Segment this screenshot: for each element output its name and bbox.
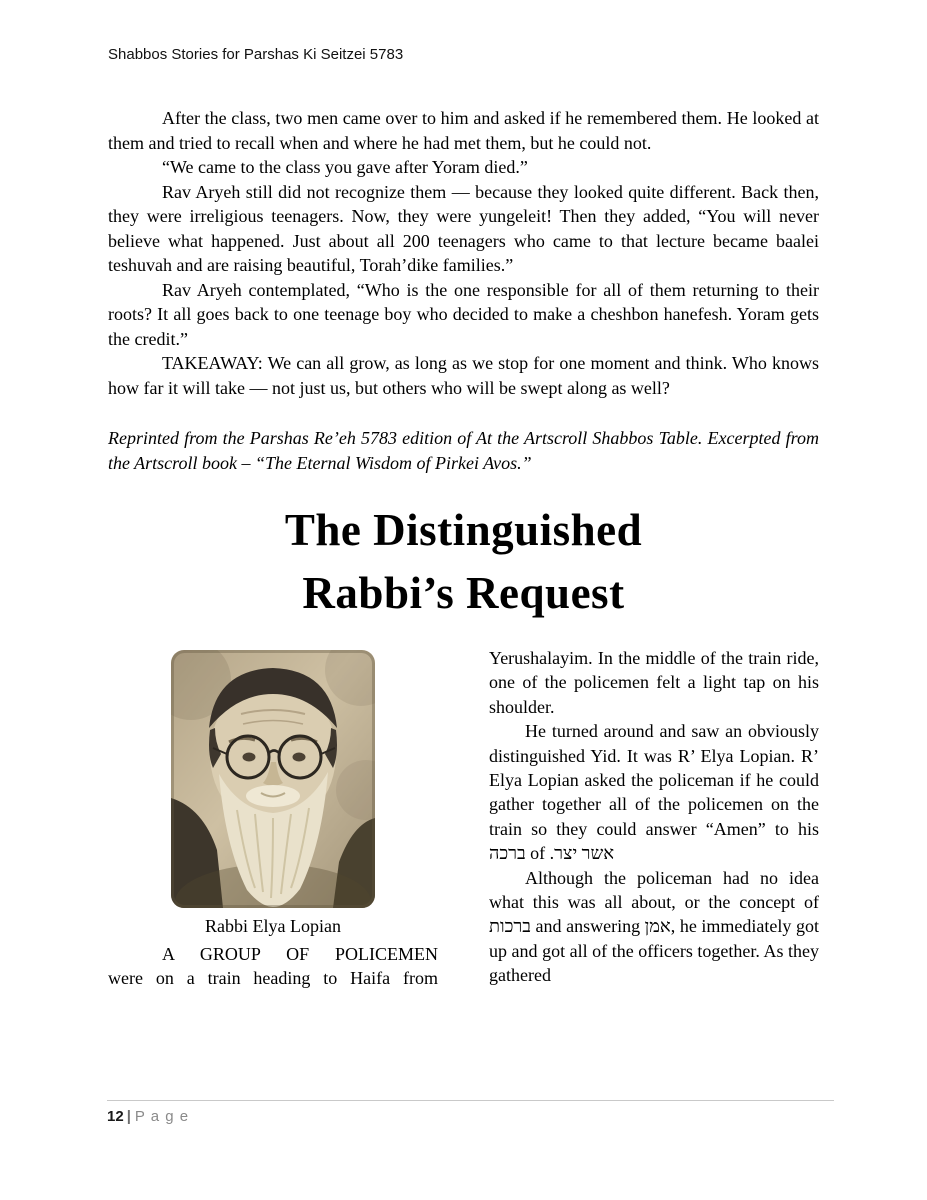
left-paragraph-line2: were on a train heading to Haifa from: [108, 968, 438, 989]
story-title-line1: The Distinguished: [284, 505, 643, 555]
right-column: [489, 646, 819, 991]
attribution-note: Reprinted from the Parshas Re’eh 5783 edition of At the Artscroll Shabbos Table. Excerpted from the Artscroll book – “The Eternal Wisdom of Pirkei Avos.”: [108, 428, 819, 473]
footer-page-label: P a g e: [134, 1108, 190, 1125]
page-header-title: Shabbos Stories for Parshas Ki Seitzei 5783: [108, 46, 404, 63]
story1-paragraph-4: Rav Aryeh contemplated, “Who is the one responsible for all of them returning to their roots? It all goes back to one teenage boy who decided to make a cheshbon hanefesh. Yoram gets the credit.”: [108, 279, 819, 349]
story1-paragraph-1: After the class, two men came over to him and asked if he remembered them. He looked at them and tried to recall when and where he had met them, but he could not.: [108, 108, 819, 153]
photo-caption: Rabbi Elya Lopian: [205, 916, 341, 936]
right-paragraph-1: Yerushalayim. In the middle of the train ride, one of the policemen felt a light tap on his shoulder.: [489, 648, 819, 717]
right-paragraph-2: He turned around and saw an obviously distinguished Yid. It was R’ Elya Lopian. R’ Elya Lopian asked the policeman if he could gather together all of the policemen on the train so they could answer “Amen” to his ברכה of אשר יצר.‏: [489, 721, 819, 864]
story-title: [108, 499, 819, 625]
page-footer: [107, 1100, 834, 1125]
rabbi-portrait-illustration: [171, 650, 375, 908]
story1-paragraph-2: “We came to the class you gave after Yoram died.”: [162, 157, 528, 177]
left-paragraph-line1: A GROUP OF POLICEMEN: [162, 944, 438, 964]
left-column-paragraph: [108, 942, 438, 991]
rabbi-portrait-photo: [171, 650, 375, 908]
page-number: 12: [107, 1108, 124, 1125]
story-title-line2: Rabbi’s Request: [302, 568, 625, 618]
left-column: [108, 646, 438, 991]
page-content: [108, 106, 819, 991]
footer-separator: |: [126, 1108, 131, 1125]
story1-paragraph-3: Rav Aryeh still did not recognize them — because they looked quite different. Back then, they were irreligious teenagers. Now, they were yungeleit! Then they added, “You will never believe what happened. Just about all 200 teenagers who came to that lecture became baalei teshuvah and are raising beautiful, Torah’dike families.”: [108, 181, 819, 275]
story1-paragraph-5: TAKEAWAY: We can all grow, as long as we stop for one moment and think. Who knows how far it will take — not just us, but others who will be swept along as well?: [108, 353, 819, 398]
two-column-section: [108, 646, 819, 991]
right-paragraph-3: Although the policeman had no idea what this was all about, or the concept of ברכות and answering אמן, he immediately got up and got all of the officers together. As they gathered: [489, 867, 819, 986]
